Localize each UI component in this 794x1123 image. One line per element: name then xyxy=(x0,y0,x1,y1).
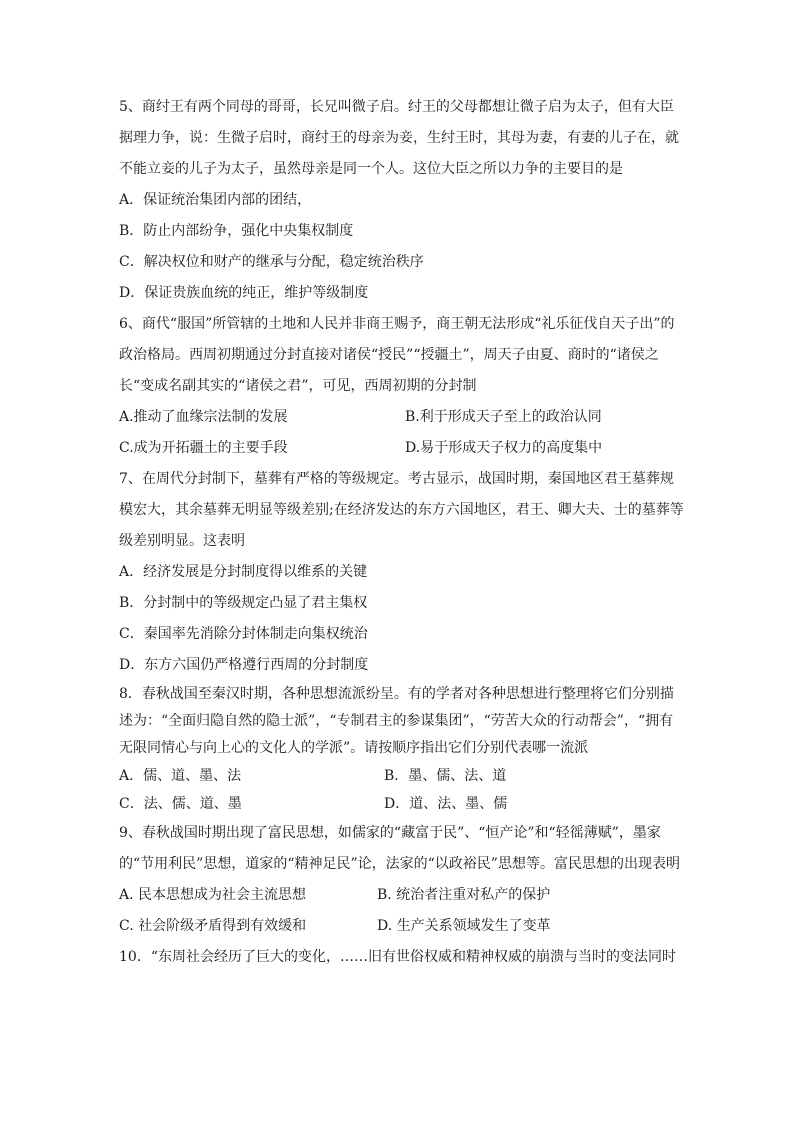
option-c: C．秦国率先消除分封体制走向集权统治 xyxy=(119,626,368,642)
question-stem: 10．“东周社会经历了巨大的变化，……旧有世俗权威和精神权威的崩溃与当时的变法同时 xyxy=(119,949,676,965)
option-row xyxy=(119,402,684,433)
question-7 xyxy=(119,464,684,681)
option-a: A．经济发展是分封制度得以维系的关键 xyxy=(119,564,368,580)
option-b: B．墨、儒、法、道 xyxy=(384,768,507,784)
question-stem: 9、春秋战国时期出现了富民思想，如儒家的“藏富于民”、“恒产论”和“轻徭薄赋”，墨家的“节用利民”思想，道家的“精神足民”论，法家的“以政裕民”思想等。富民思想的出现表明 xyxy=(119,825,680,872)
option-row xyxy=(119,790,684,818)
question-8 xyxy=(119,681,684,818)
option-b: B.利于形成天子至上的政治认同 xyxy=(405,409,602,425)
option-d: D．东方六国仍严格遵行西周的分封制度 xyxy=(119,657,369,673)
option-c: C．法、儒、道、墨 xyxy=(119,796,242,812)
question-5 xyxy=(119,92,684,309)
question-stem: 6、商代“服国”所管辖的土地和人民并非商王赐予，商王朝无法形成“礼乐征伐自天子出”的政治格局。西周初期通过分封直接对诸侯“授民”“授疆土”，周天子由夏、商时的“诸侯之长“变成名副其实的“诸侯之君”，可见，西周初期的分封制 xyxy=(119,316,675,394)
option-row xyxy=(119,880,684,911)
option-a: A. 民本思想成为社会主流思想 xyxy=(119,887,307,903)
question-10 xyxy=(119,942,684,973)
question-stem: 7、在周代分封制下，墓葬有严格的等级规定。考古显示，战国时期，秦国地区君王墓葬规模宏大，其余墓葬无明显等级差别;在经济发达的东方六国地区，君王、卿大夫、士的墓葬等级差别明显。这表明 xyxy=(119,471,684,549)
option-d: D.易于形成天子权力的高度集中 xyxy=(405,440,603,456)
option-a: A．儒、道、墨、法 xyxy=(119,768,242,784)
option-c: C．解决权位和财产的继承与分配，稳定统治秩序 xyxy=(119,254,424,270)
option-b: B．分封制中的等级规定凸显了君主集权 xyxy=(119,595,368,611)
question-9 xyxy=(119,818,684,942)
option-row xyxy=(119,762,684,790)
option-row xyxy=(119,433,684,464)
question-6 xyxy=(119,309,684,464)
option-a: A．保证统治集团内部的团结， xyxy=(119,192,312,208)
question-list xyxy=(119,92,684,973)
option-c: C. 社会阶级矛盾得到有效缓和 xyxy=(119,918,307,934)
option-b: B. 统治者注重对私产的保护 xyxy=(377,887,551,903)
question-stem: 5、商纣王有两个同母的哥哥，长兄叫微子启。纣王的父母都想让微子启为太子，但有大臣据理力争，说：生微子启时，商纣王的母亲为妾，生纣王时，其母为妻，有妻的儿子在，就不能立妾的儿子为太子，虽然母亲是同一个人。这位大臣之所以力争的主要目的是 xyxy=(119,99,679,177)
option-d: D．保证贵族血统的纯正，维护等级制度 xyxy=(119,285,369,301)
question-stem: 8．春秋战国至秦汉时期，各种思想流派纷呈。有的学者对各种思想进行整理将它们分别描述为：“全面归隐自然的隐士派”，“专制君主的参谋集团”，“劳苦大众的行动帮会”，“拥有无限同情心与向上心的文化人的学派”。请按顺序指出它们分别代表哪一流派 xyxy=(119,686,674,756)
option-a: A.推动了血缘宗法制的发展 xyxy=(119,409,288,425)
option-b: B．防止内部纷争，强化中央集权制度 xyxy=(119,223,354,239)
option-d: D. 生产关系领域发生了变革 xyxy=(377,918,551,934)
option-d: D．道、法、墨、儒 xyxy=(384,796,508,812)
option-row xyxy=(119,911,684,942)
option-c: C.成为开拓疆土的主要手段 xyxy=(119,440,288,456)
